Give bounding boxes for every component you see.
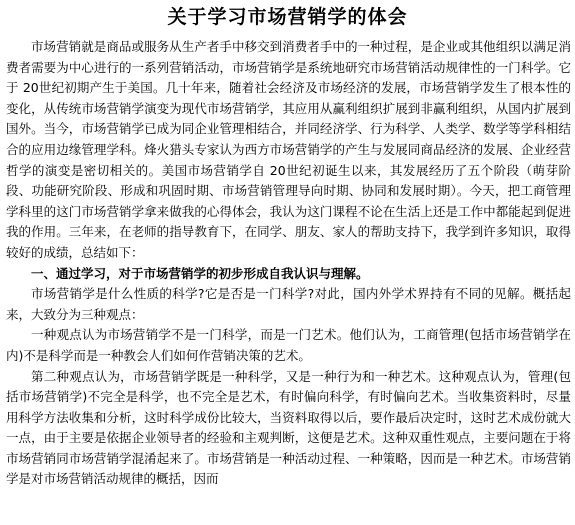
section-heading: 一、通过学习，对于市场营销学的初步形成自我认识与理解。	[31, 265, 369, 281]
paragraph-view-two: 第二种观点认为，市场营销学既是一种科学，又是一种行为和一种艺术。这种观点认为，管理(包括市场营销学)不完全是科学，也不完全是艺术，有时偏向科学，有时偏向艺术。当收集资料时，尽量用科学方法收集和分析，这时科学成份比较大，当资料取得以后，要作最后决定时，这时艺术成份就大一点，由于主要是依据企业领导者的经验和主观判断，这便是艺术。这种双重性观点，主要问题在于将市场营销同市场营销学混淆起来了。市场营销是一种活动过程、一种策略，因而是一种艺术。市场营销学是对市场营销活动规律的概括，因而	[6, 368, 571, 487]
document-title: 关于学习市场营销学的体会	[167, 6, 408, 28]
paragraph-nature-question: 市场营销学是什么性质的科学?它是否是一门科学?对此，国内外学术界持有不同的见解。概括起来，大致分为三种观点：	[6, 286, 571, 322]
document-body	[6, 37, 571, 490]
paragraph-view-one: 一种观点认为市场营销学不是一门科学，而是一门艺术。他们认为，工商管理(包括市场营销学在内)不是科学而是一种教会人们如何作营销决策的艺术。	[6, 327, 571, 363]
paragraph-intro: 市场营销就是商品或服务从生产者手中移交到消费者手中的一种过程，是企业或其他组织以满足消费者需要为中心进行的一系列营销活动，市场营销学是系统地研究市场营销活动规律性的一门科学。它于 20世纪初期产生于美国。几十年来，随着社会经济及市场经济的发展，市场营销学发生了根本性的变化，从传统市场营销学演变为现代市场营销学，其应用从赢利组织扩展到非赢利组织，从国内扩展到国外。当今，市场营销学已成为同企业管理相结合，并同经济学、行为科学、人类学、数学等学科相结合的应用边缘管理学科。烽火猎头专家认为西方市场营销学的产生与发展同商品经济的发展、企业经营哲学的演变是密切相关的。美国市场营销学自 20世纪初诞生以来，其发展经历了五个阶段（萌芽阶段、功能研究阶段、形成和巩固时期、市场营销管理导向时期、协同和发展时期）。今天，把工商管理学科里的这门市场营销学拿来做我的心得体会，我认为这门课程不论在生活上还是工作中都能起到促进我的作用。三年来，在老师的指导教育下，在同学、朋友、家人的帮助支持下，我学到许多知识，取得较好的成绩，总结如下：	[6, 39, 571, 260]
